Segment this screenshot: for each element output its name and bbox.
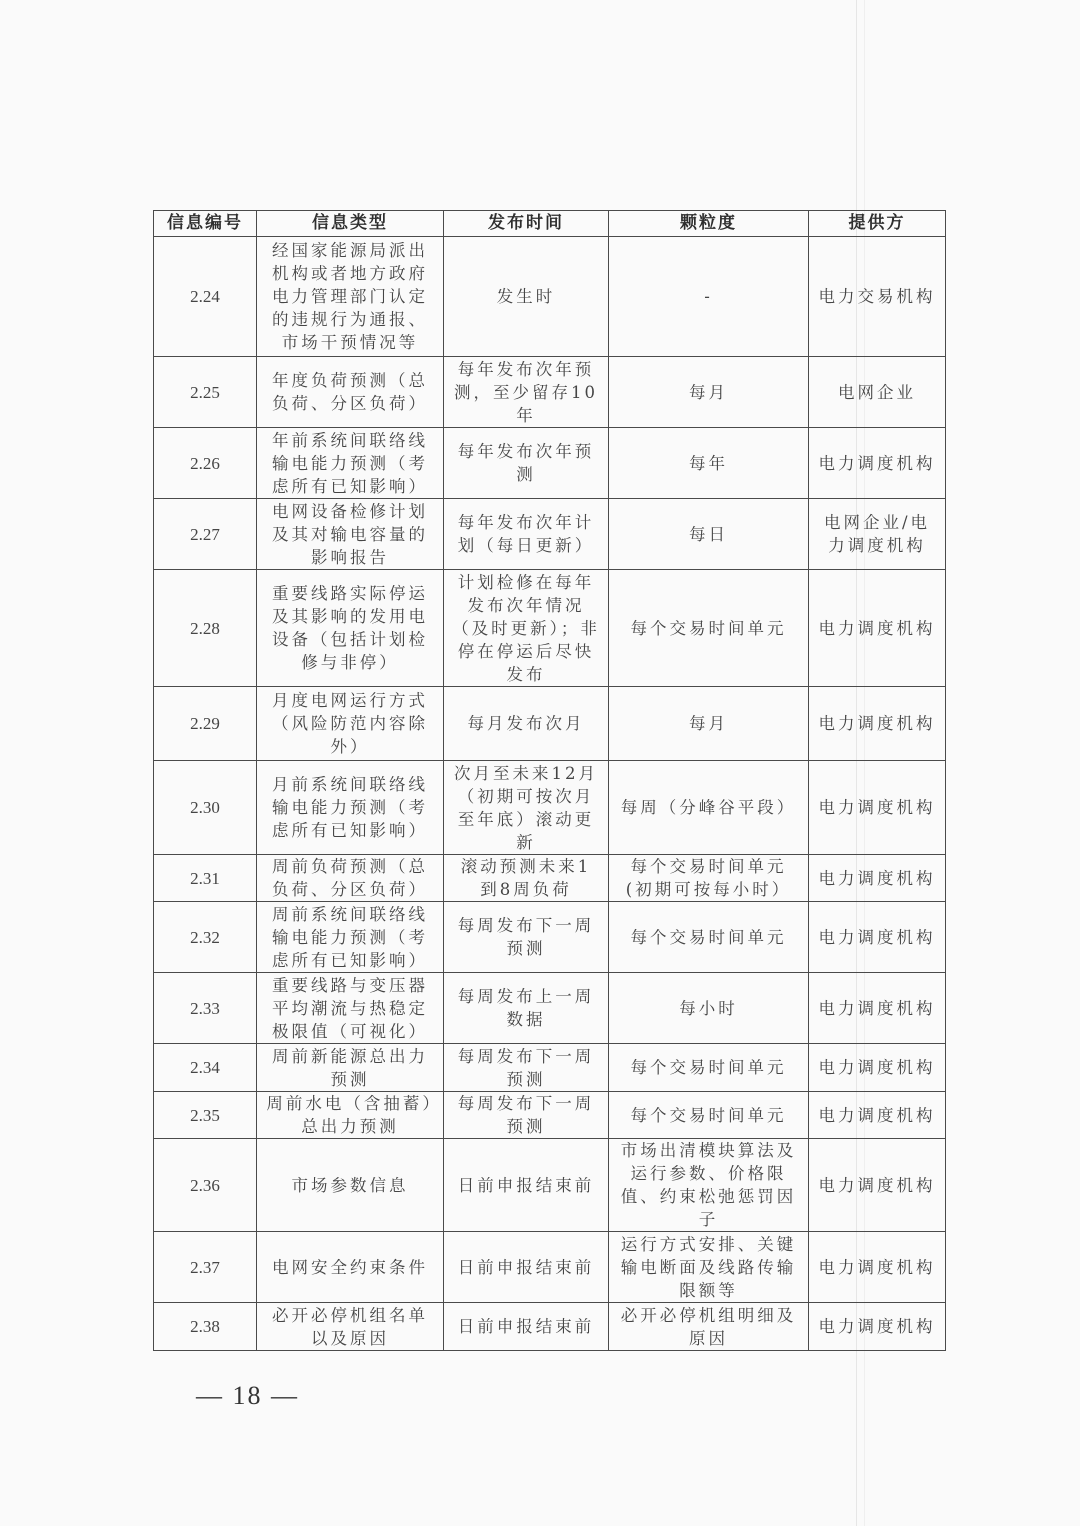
header-granularity: 颗粒度: [609, 211, 809, 237]
cell-granularity: 每个交易时间单元(初期可按每小时）: [609, 855, 809, 902]
cell-info-no: 2.38: [154, 1303, 257, 1351]
cell-info-type: 市场参数信息: [257, 1139, 444, 1232]
cell-info-no: 2.25: [154, 357, 257, 428]
table-row: [154, 973, 946, 1044]
cell-publish-time: 次月至未来12月（初期可按次月至年底）滚动更新: [444, 761, 609, 855]
table-row: [154, 357, 946, 428]
cell-provider: 电力调度机构: [809, 428, 946, 499]
cell-granularity: 每个交易时间单元: [609, 1092, 809, 1139]
cell-info-no: 2.30: [154, 761, 257, 855]
cell-publish-time: 每周发布上一周数据: [444, 973, 609, 1044]
cell-publish-time: 日前申报结束前: [444, 1303, 609, 1351]
cell-info-no: 2.32: [154, 902, 257, 973]
cell-info-type: 月度电网运行方式（风险防范内容除外）: [257, 687, 444, 761]
cell-info-no: 2.36: [154, 1139, 257, 1232]
table-row: [154, 687, 946, 761]
cell-publish-time: 发生时: [444, 237, 609, 357]
cell-publish-time: 每周发布下一周预测: [444, 902, 609, 973]
cell-provider: 电力调度机构: [809, 761, 946, 855]
cell-provider: 电力调度机构: [809, 687, 946, 761]
cell-publish-time: 滚动预测未来1到8周负荷: [444, 855, 609, 902]
cell-info-no: 2.34: [154, 1044, 257, 1092]
cell-publish-time: 每月发布次月: [444, 687, 609, 761]
cell-provider: 电力交易机构: [809, 237, 946, 357]
cell-publish-time: 计划检修在每年发布次年情况（及时更新）；非停在停运后尽快发布: [444, 570, 609, 687]
table-row: [154, 499, 946, 570]
cell-granularity: 每个交易时间单元: [609, 570, 809, 687]
cell-granularity: 每月: [609, 687, 809, 761]
cell-info-type: 电网设备检修计划及其对输电容量的影响报告: [257, 499, 444, 570]
cell-provider: 电力调度机构: [809, 973, 946, 1044]
header-info-type: 信息类型: [257, 211, 444, 237]
cell-provider: 电力调度机构: [809, 1092, 946, 1139]
cell-granularity: 每小时: [609, 973, 809, 1044]
cell-info-type: 电网安全约束条件: [257, 1232, 444, 1303]
table-row: [154, 1044, 946, 1092]
cell-provider: 电力调度机构: [809, 855, 946, 902]
cell-granularity: 每年: [609, 428, 809, 499]
cell-granularity: 市场出清模块算法及运行参数、价格限值、约束松弛惩罚因子: [609, 1139, 809, 1232]
cell-publish-time: 日前申报结束前: [444, 1232, 609, 1303]
cell-publish-time: 日前申报结束前: [444, 1139, 609, 1232]
cell-info-no: 2.37: [154, 1232, 257, 1303]
table-row: [154, 570, 946, 687]
cell-info-type: 周前水电（含抽蓄）总出力预测: [257, 1092, 444, 1139]
cell-info-no: 2.31: [154, 855, 257, 902]
cell-granularity: 每周（分峰谷平段）: [609, 761, 809, 855]
table-row: [154, 1092, 946, 1139]
cell-info-no: 2.35: [154, 1092, 257, 1139]
table-row: [154, 902, 946, 973]
cell-publish-time: 每周发布下一周预测: [444, 1092, 609, 1139]
cell-provider: 电网企业/电力调度机构: [809, 499, 946, 570]
cell-granularity: 必开必停机组明细及原因: [609, 1303, 809, 1351]
cell-granularity: -: [609, 237, 809, 357]
cell-granularity: 每月: [609, 357, 809, 428]
cell-granularity: 每个交易时间单元: [609, 1044, 809, 1092]
cell-publish-time: 每周发布下一周预测: [444, 1044, 609, 1092]
table-row: [154, 1139, 946, 1232]
cell-info-type: 年前系统间联络线输电能力预测（考虑所有已知影响）: [257, 428, 444, 499]
table-row: [154, 237, 946, 357]
cell-provider: 电力调度机构: [809, 1303, 946, 1351]
cell-info-type: 经国家能源局派出机构或者地方政府电力管理部门认定的违规行为通报、市场干预情况等: [257, 237, 444, 357]
table-row: [154, 428, 946, 499]
cell-info-type: 月前系统间联络线输电能力预测（考虑所有已知影响）: [257, 761, 444, 855]
cell-info-no: 2.24: [154, 237, 257, 357]
cell-provider: 电力调度机构: [809, 902, 946, 973]
cell-info-no: 2.29: [154, 687, 257, 761]
cell-info-no: 2.33: [154, 973, 257, 1044]
cell-info-type: 周前系统间联络线输电能力预测（考虑所有已知影响）: [257, 902, 444, 973]
table-row: [154, 1303, 946, 1351]
cell-provider: 电力调度机构: [809, 1232, 946, 1303]
cell-info-type: 年度负荷预测（总负荷、分区负荷）: [257, 357, 444, 428]
cell-publish-time: 每年发布次年预测: [444, 428, 609, 499]
cell-publish-time: 每年发布次年计划（每日更新）: [444, 499, 609, 570]
info-disclosure-table: [153, 210, 946, 1351]
cell-granularity: 运行方式安排、关键输电断面及线路传输限额等: [609, 1232, 809, 1303]
header-info-no: 信息编号: [154, 211, 257, 237]
table-header-row: [154, 211, 946, 237]
cell-provider: 电网企业: [809, 357, 946, 428]
header-provider: 提供方: [809, 211, 946, 237]
cell-granularity: 每个交易时间单元: [609, 902, 809, 973]
table-row: [154, 1232, 946, 1303]
cell-info-type: 周前新能源总出力预测: [257, 1044, 444, 1092]
cell-provider: 电力调度机构: [809, 1044, 946, 1092]
header-publish-time: 发布时间: [444, 211, 609, 237]
cell-info-type: 周前负荷预测（总负荷、分区负荷）: [257, 855, 444, 902]
cell-granularity: 每日: [609, 499, 809, 570]
cell-info-type: 重要线路与变压器平均潮流与热稳定极限值（可视化）: [257, 973, 444, 1044]
cell-info-no: 2.28: [154, 570, 257, 687]
cell-provider: 电力调度机构: [809, 1139, 946, 1232]
cell-info-no: 2.27: [154, 499, 257, 570]
cell-provider: 电力调度机构: [809, 570, 946, 687]
cell-info-type: 必开必停机组名单以及原因: [257, 1303, 444, 1351]
table-row: [154, 855, 946, 902]
table-row: [154, 761, 946, 855]
page-number: — 18 —: [196, 1381, 299, 1410]
cell-publish-time: 每年发布次年预测，至少留存10年: [444, 357, 609, 428]
cell-info-type: 重要线路实际停运及其影响的发用电设备（包括计划检修与非停）: [257, 570, 444, 687]
cell-info-no: 2.26: [154, 428, 257, 499]
